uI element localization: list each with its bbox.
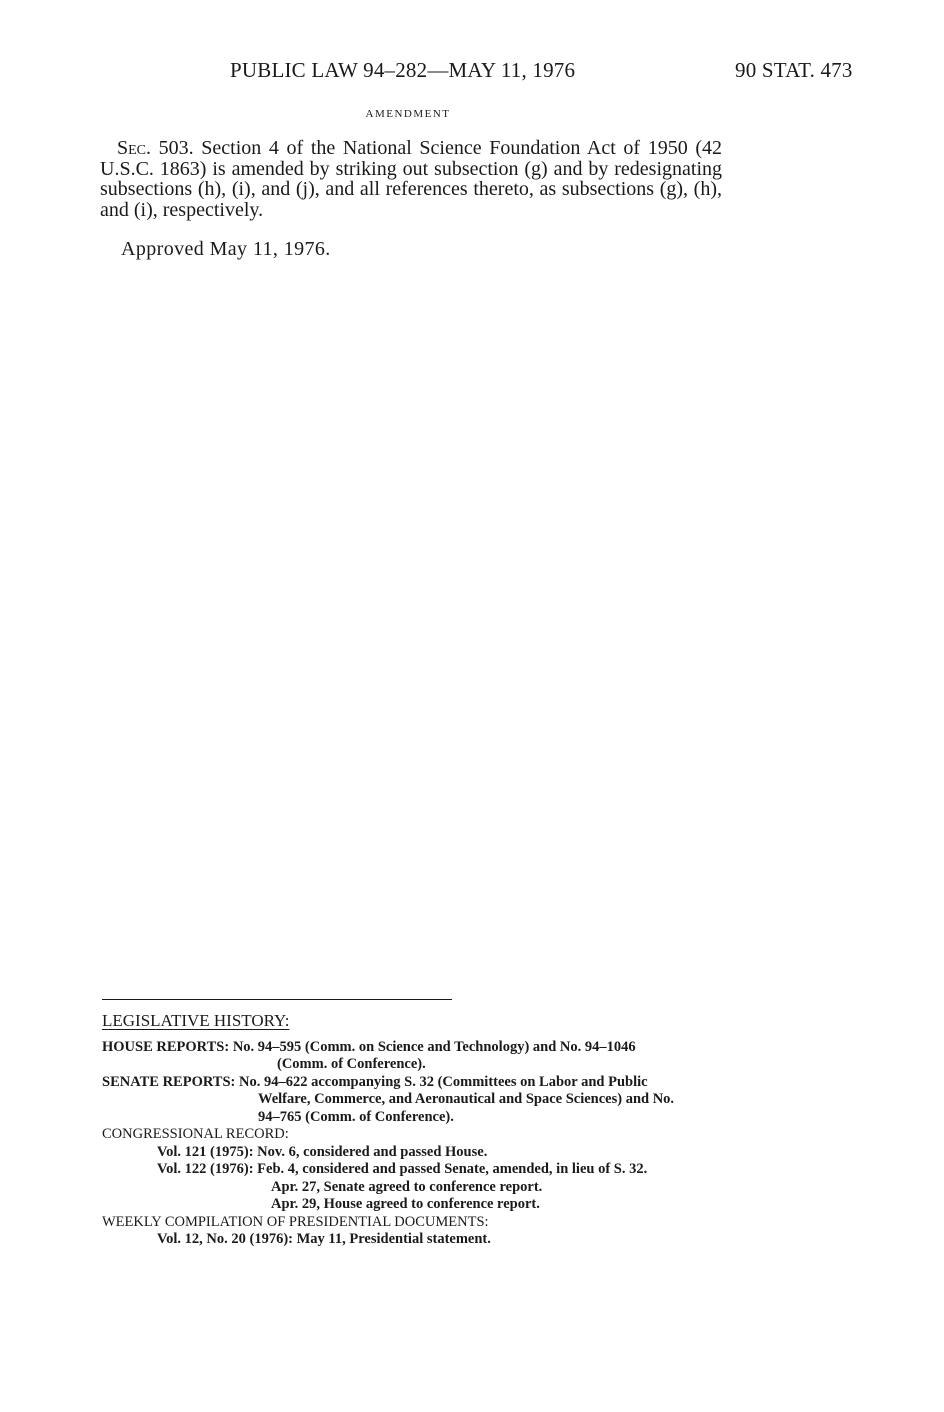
senate-reports-line: Welfare, Commerce, and Aeronautical and Space Sciences) and No.	[258, 1091, 675, 1107]
congressional-record	[102, 1126, 742, 1214]
legislative-history-heading: LEGISLATIVE HISTORY:	[102, 1011, 290, 1030]
record-entry: Apr. 27, Senate agreed to conference report.	[271, 1178, 543, 1195]
running-head	[0, 58, 944, 84]
section-text: Section 4 of the National Science Foundation Act of 1950 (42 U.S.C. 1863) is amended by striking out subsection (g) and by redesignating subsections (h), (i), and (j), and all references thereto, as subsections (g), (h), and (i), respectively.	[100, 137, 722, 221]
weekly-compilation-label: WEEKLY COMPILATION OF PRESIDENTIAL DOCUMENTS:	[102, 1213, 489, 1230]
section-label: Sec. 503.	[117, 137, 194, 159]
section-heading: AMENDMENT	[365, 108, 451, 120]
section-503-body	[100, 138, 722, 220]
senate-reports-line: 94–765 (Comm. of Conference).	[258, 1108, 454, 1125]
record-entry: Vol. 122 (1976): Feb. 4, considered and passed Senate, amended, in lieu of S. 32.	[157, 1161, 648, 1177]
legislative-history	[102, 1012, 742, 1249]
running-title: PUBLIC LAW 94–282—MAY 11, 1976	[230, 58, 576, 82]
house-reports-line: No. 94–595 (Comm. on Science and Technology) and No. 94–1046	[232, 1038, 636, 1055]
record-entry: Apr. 29, House agreed to conference report.	[271, 1196, 540, 1212]
senate-reports-label: SENATE REPORTS:	[102, 1073, 236, 1090]
senate-reports	[102, 1074, 742, 1127]
weekly-compilation-entry: Vol. 12, No. 20 (1976): May 11, Presidential statement.	[157, 1231, 491, 1247]
senate-reports-line: No. 94–622 accompanying S. 32 (Committees on Labor and Public	[239, 1073, 648, 1090]
house-reports	[102, 1039, 742, 1074]
section-503-paragraph	[100, 138, 722, 220]
approval-date: Approved May 11, 1976.	[121, 238, 331, 260]
stat-citation: 90 STAT. 473	[735, 58, 853, 82]
house-reports-label: HOUSE REPORTS:	[102, 1038, 230, 1055]
congressional-record-label: CONGRESSIONAL RECORD:	[102, 1126, 289, 1142]
house-reports-line: (Comm. of Conference).	[277, 1056, 426, 1072]
weekly-compilation	[102, 1214, 742, 1249]
footnote-rule	[102, 999, 452, 1000]
record-entry: Vol. 121 (1975): Nov. 6, considered and passed House.	[157, 1143, 488, 1160]
